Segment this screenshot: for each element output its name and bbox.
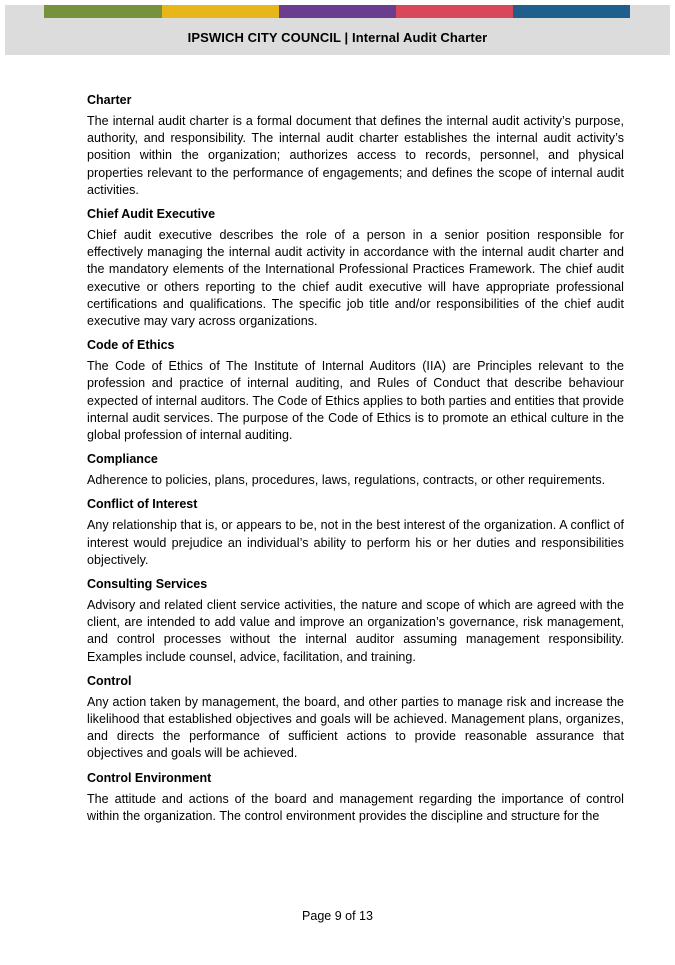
header-strip-green: [44, 5, 162, 18]
page-number: Page 9 of 13: [302, 909, 373, 923]
term-heading: Compliance: [87, 452, 158, 467]
term-definition: The Code of Ethics of The Institute of Internal Auditors (IIA) are Principles relevant to the profession and practice of internal auditing, and Rules of Conduct that describe behaviour expected of internal auditors. The Code of Ethics applies to both parties and entities that provide internal audit services. The purpose of the Code of Ethics is to promote an ethical culture in the global profession of internal auditing.: [87, 359, 624, 443]
term-definition: The attitude and actions of the board and management regarding the importance of control within the organization. The control environment provides the discipline and structure for the: [87, 791, 624, 823]
header-strip-blue: [513, 5, 630, 18]
header-strip-red: [396, 5, 513, 18]
header-strip-yellow: [162, 5, 279, 18]
term-heading: Chief Audit Executive: [87, 207, 216, 222]
term-definition: Chief audit executive describes the role of a person in a senior position responsible for effectively managing the internal audit activity in accordance with the internal audit charter and the mandatory elements of the International Professional Practices Framework. The chief audit executive or others reporting to the chief audit executive will have appropriate professional certifications and qualifications. The specific job title and/or responsibilities of the chief audit executive may vary across organizations.: [87, 228, 624, 329]
term-heading: Code of Ethics: [87, 338, 175, 353]
term-definition: Any relationship that is, or appears to be, not in the best interest of the organization. A conflict of interest would prejudice an individual’s ability to perform his or her duties and responsibilities objectively.: [87, 518, 624, 567]
term-heading: Control Environment: [87, 770, 212, 785]
term-heading: Consulting Services: [87, 577, 208, 592]
term-heading: Control: [87, 673, 132, 688]
term-heading: Conflict of Interest: [87, 497, 198, 512]
term-definition: Any action taken by management, the board, and other parties to manage risk and increase the likelihood that established objectives and goals will be achieved. Management plans, organizes, and directs the performance of sufficient actions to provide reasonable assurance that objectives and goals will be achieved.: [87, 694, 624, 761]
header-strip-purple: [279, 5, 396, 18]
term-definition: The internal audit charter is a formal document that defines the internal audit activity’s purpose, authority, and responsibility. The internal audit charter establishes the internal audit activity’s position within the organization; authorizes access to records, personnel, and physical properties relevant to the performance of engagements; and defines the scope of internal audit activities.: [87, 114, 624, 197]
term-heading: Charter: [87, 93, 132, 107]
term-definition: Adherence to policies, plans, procedures, laws, regulations, contracts, or other requirements.: [87, 473, 606, 488]
term-definition: Advisory and related client service activities, the nature and scope of which are agreed with the client, are intended to add value and improve an organization’s governance, risk management, and control processes without the internal auditor assuming management responsibility. Examples include counsel, advice, facilitation, and training.: [87, 598, 624, 664]
header-title: IPSWICH CITY COUNCIL | Internal Audit Charter: [187, 30, 488, 45]
definitions-list: [87, 92, 624, 825]
